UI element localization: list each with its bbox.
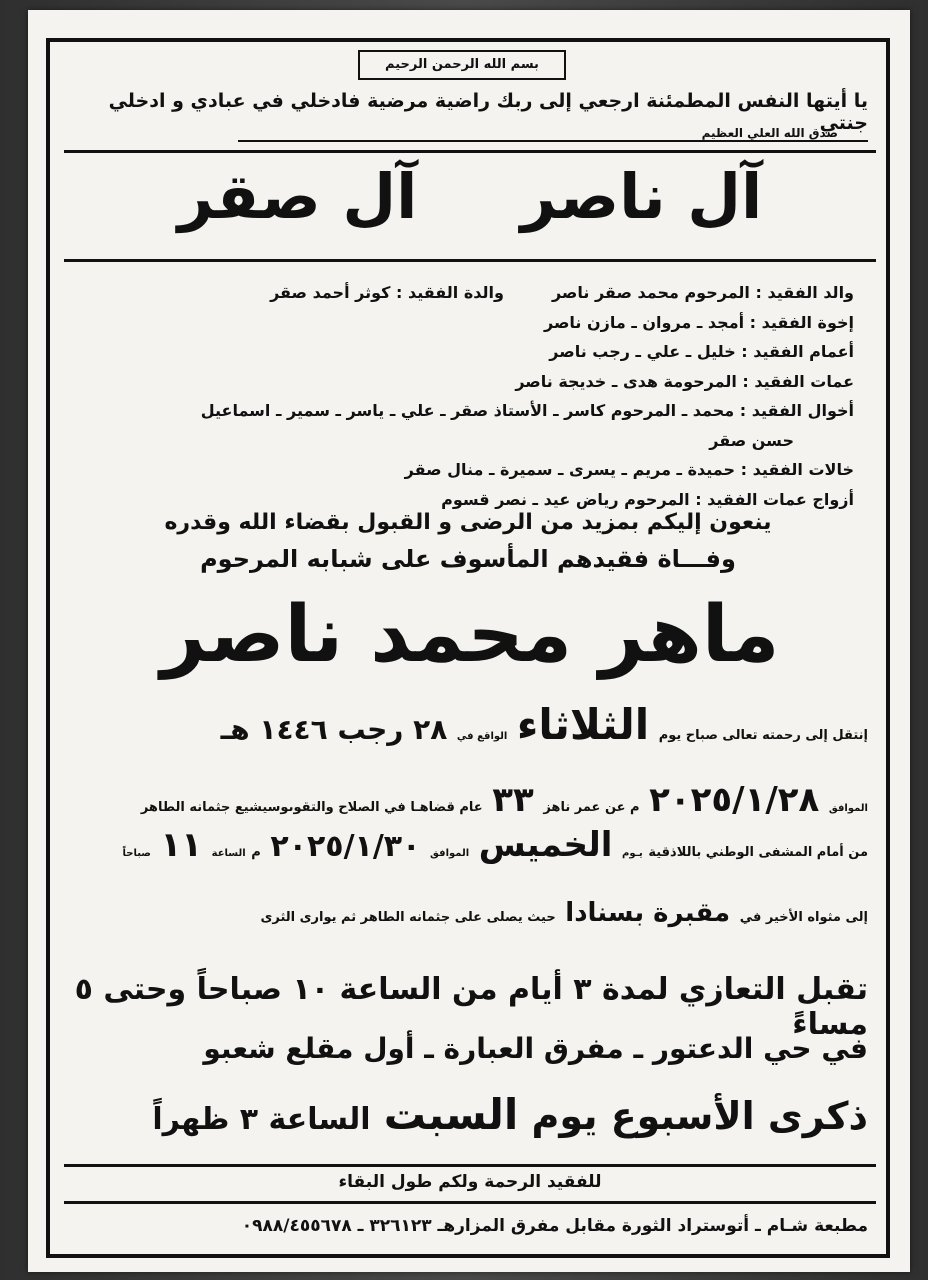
family-name-2: آل صقر [177, 160, 418, 233]
funeral-time: ١١ [160, 825, 203, 865]
age-suffix: عام قضاهـا في الصلاح والتقوىوسيشيع جثمانه الطاهر [140, 800, 483, 815]
age-value: ٣٣ [492, 780, 534, 820]
funeral-date-prefix: الموافق [430, 848, 470, 859]
aunts-husbands-entry: أزواج عمات الفقيد : المرحوم رياض عيد ـ نصر قسوم [441, 489, 854, 509]
paternal-uncles-entry: أعمام الفقيد : خليل ـ علي ـ رجب ناصر [549, 342, 854, 361]
funeral-location: من أمام المشفى الوطني باللاذقية [648, 845, 868, 860]
burial-line [68, 898, 868, 928]
death-day: الثلاثاء [516, 700, 650, 749]
maternal-uncles-continued: حسن صقر [709, 430, 794, 450]
divider-line [238, 140, 868, 142]
death-date-line [68, 700, 868, 749]
quran-verse: يا أيتها النفس المطمئنة ارجعي إلى ربك راضية مرضية فادخلي في عبادي و ادخلي جنتي [108, 90, 868, 134]
funeral-time-suffix: صباحاً [122, 848, 151, 859]
condolence-place: في حي الدعتور ـ مفرق العبارة ـ أول مقلع شعبو [203, 1032, 868, 1065]
funeral-date: ٢٠٢٥/١/٣٠ [270, 829, 421, 864]
burial-prefix: إلى مثواه الأخير في [739, 910, 868, 925]
week-time: الساعة ٣ ظهراً [152, 1102, 371, 1137]
gregorian-date: ٢٠٢٥/١/٢٨ [649, 780, 820, 820]
parents-line [74, 278, 854, 308]
relatives-list [74, 278, 854, 514]
announcement-line-2: وفـــاة فقيدهم المأسوف على شبابه المرحوم [200, 545, 736, 573]
family-name-1: آل ناصر [520, 160, 763, 233]
closing-phrase: للفقيد الرحمة ولكم طول البقاء [338, 1172, 602, 1192]
brothers-entry: إخوة الفقيد : أمجد ـ مروان ـ مازن ناصر [543, 312, 854, 332]
funeral-day-prefix: يـوم [622, 848, 643, 859]
printer-footer: مطبعة شـام ـ أتوستراد الثورة مقابل مفرق المزارهـ ٣٢٦١٢٣ ـ ٠٩٨٨/٤٥٥٦٧٨ [241, 1216, 868, 1236]
condolence-hours: تقبل التعازي لمدة ٣ أيام من الساعة ١٠ صباحاً وحتى ٥ مساءً [74, 972, 868, 1042]
deceased-name: ماهر محمد ناصر [160, 590, 780, 680]
announcement-line-1: ينعون إليكم بمزيد من الرضى و القبول بقضاء الله وقدره [164, 510, 772, 535]
funeral-day: الخميس [478, 825, 613, 865]
burial-cemetery: مقبرة بسنادا [565, 898, 731, 928]
week-prefix: ذكرى الأسبوع يوم [531, 1094, 868, 1138]
paternal-aunts-entry: عمات الفقيد : المرحومة هدى ـ خديجة ناصر [515, 371, 854, 391]
basmala: بسم الله الرحمن الرحيم [358, 50, 566, 80]
gregorian-age-line [68, 780, 868, 820]
funeral-time-prefix: الساعة [211, 848, 246, 859]
funeral-date-suffix: م [251, 845, 261, 860]
verse-closing: صدق الله العلي العظيم [701, 126, 838, 140]
hijri-date: ٢٨ رجب ١٤٤٦ هـ [220, 713, 448, 746]
mother-entry: والدة الفقيد : كوثر أحمد صقر [270, 283, 504, 302]
families-heading [64, 160, 876, 233]
maternal-uncles-entry: أخوال الفقيد : محمد ـ المرحوم كاسر ـ الأستاذ صقر ـ علي ـ ياسر ـ سمير ـ اسماعيل [200, 401, 854, 420]
week-day: السبت [383, 1090, 519, 1139]
gregorian-prefix: الموافق [828, 803, 868, 814]
burial-suffix: حيث يصلى على جثمانه الطاهر ثم يوارى الثرى [260, 910, 556, 925]
father-entry: والد الفقيد : المرحوم محمد صقر ناصر [551, 283, 854, 302]
age-prefix: م عن عمر ناهز [543, 800, 640, 815]
death-intro: إنتقل إلى رحمته تعالى صباح يوم [658, 728, 868, 743]
hijri-prefix: الواقع في [456, 731, 508, 742]
obituary-paper [28, 10, 910, 1272]
maternal-aunts-entry: خالات الفقيد : حميدة ـ مريم ـ يسرى ـ سميرة ـ منال صقر [404, 460, 854, 479]
week-memorial-line [68, 1090, 868, 1139]
funeral-line [68, 825, 868, 865]
